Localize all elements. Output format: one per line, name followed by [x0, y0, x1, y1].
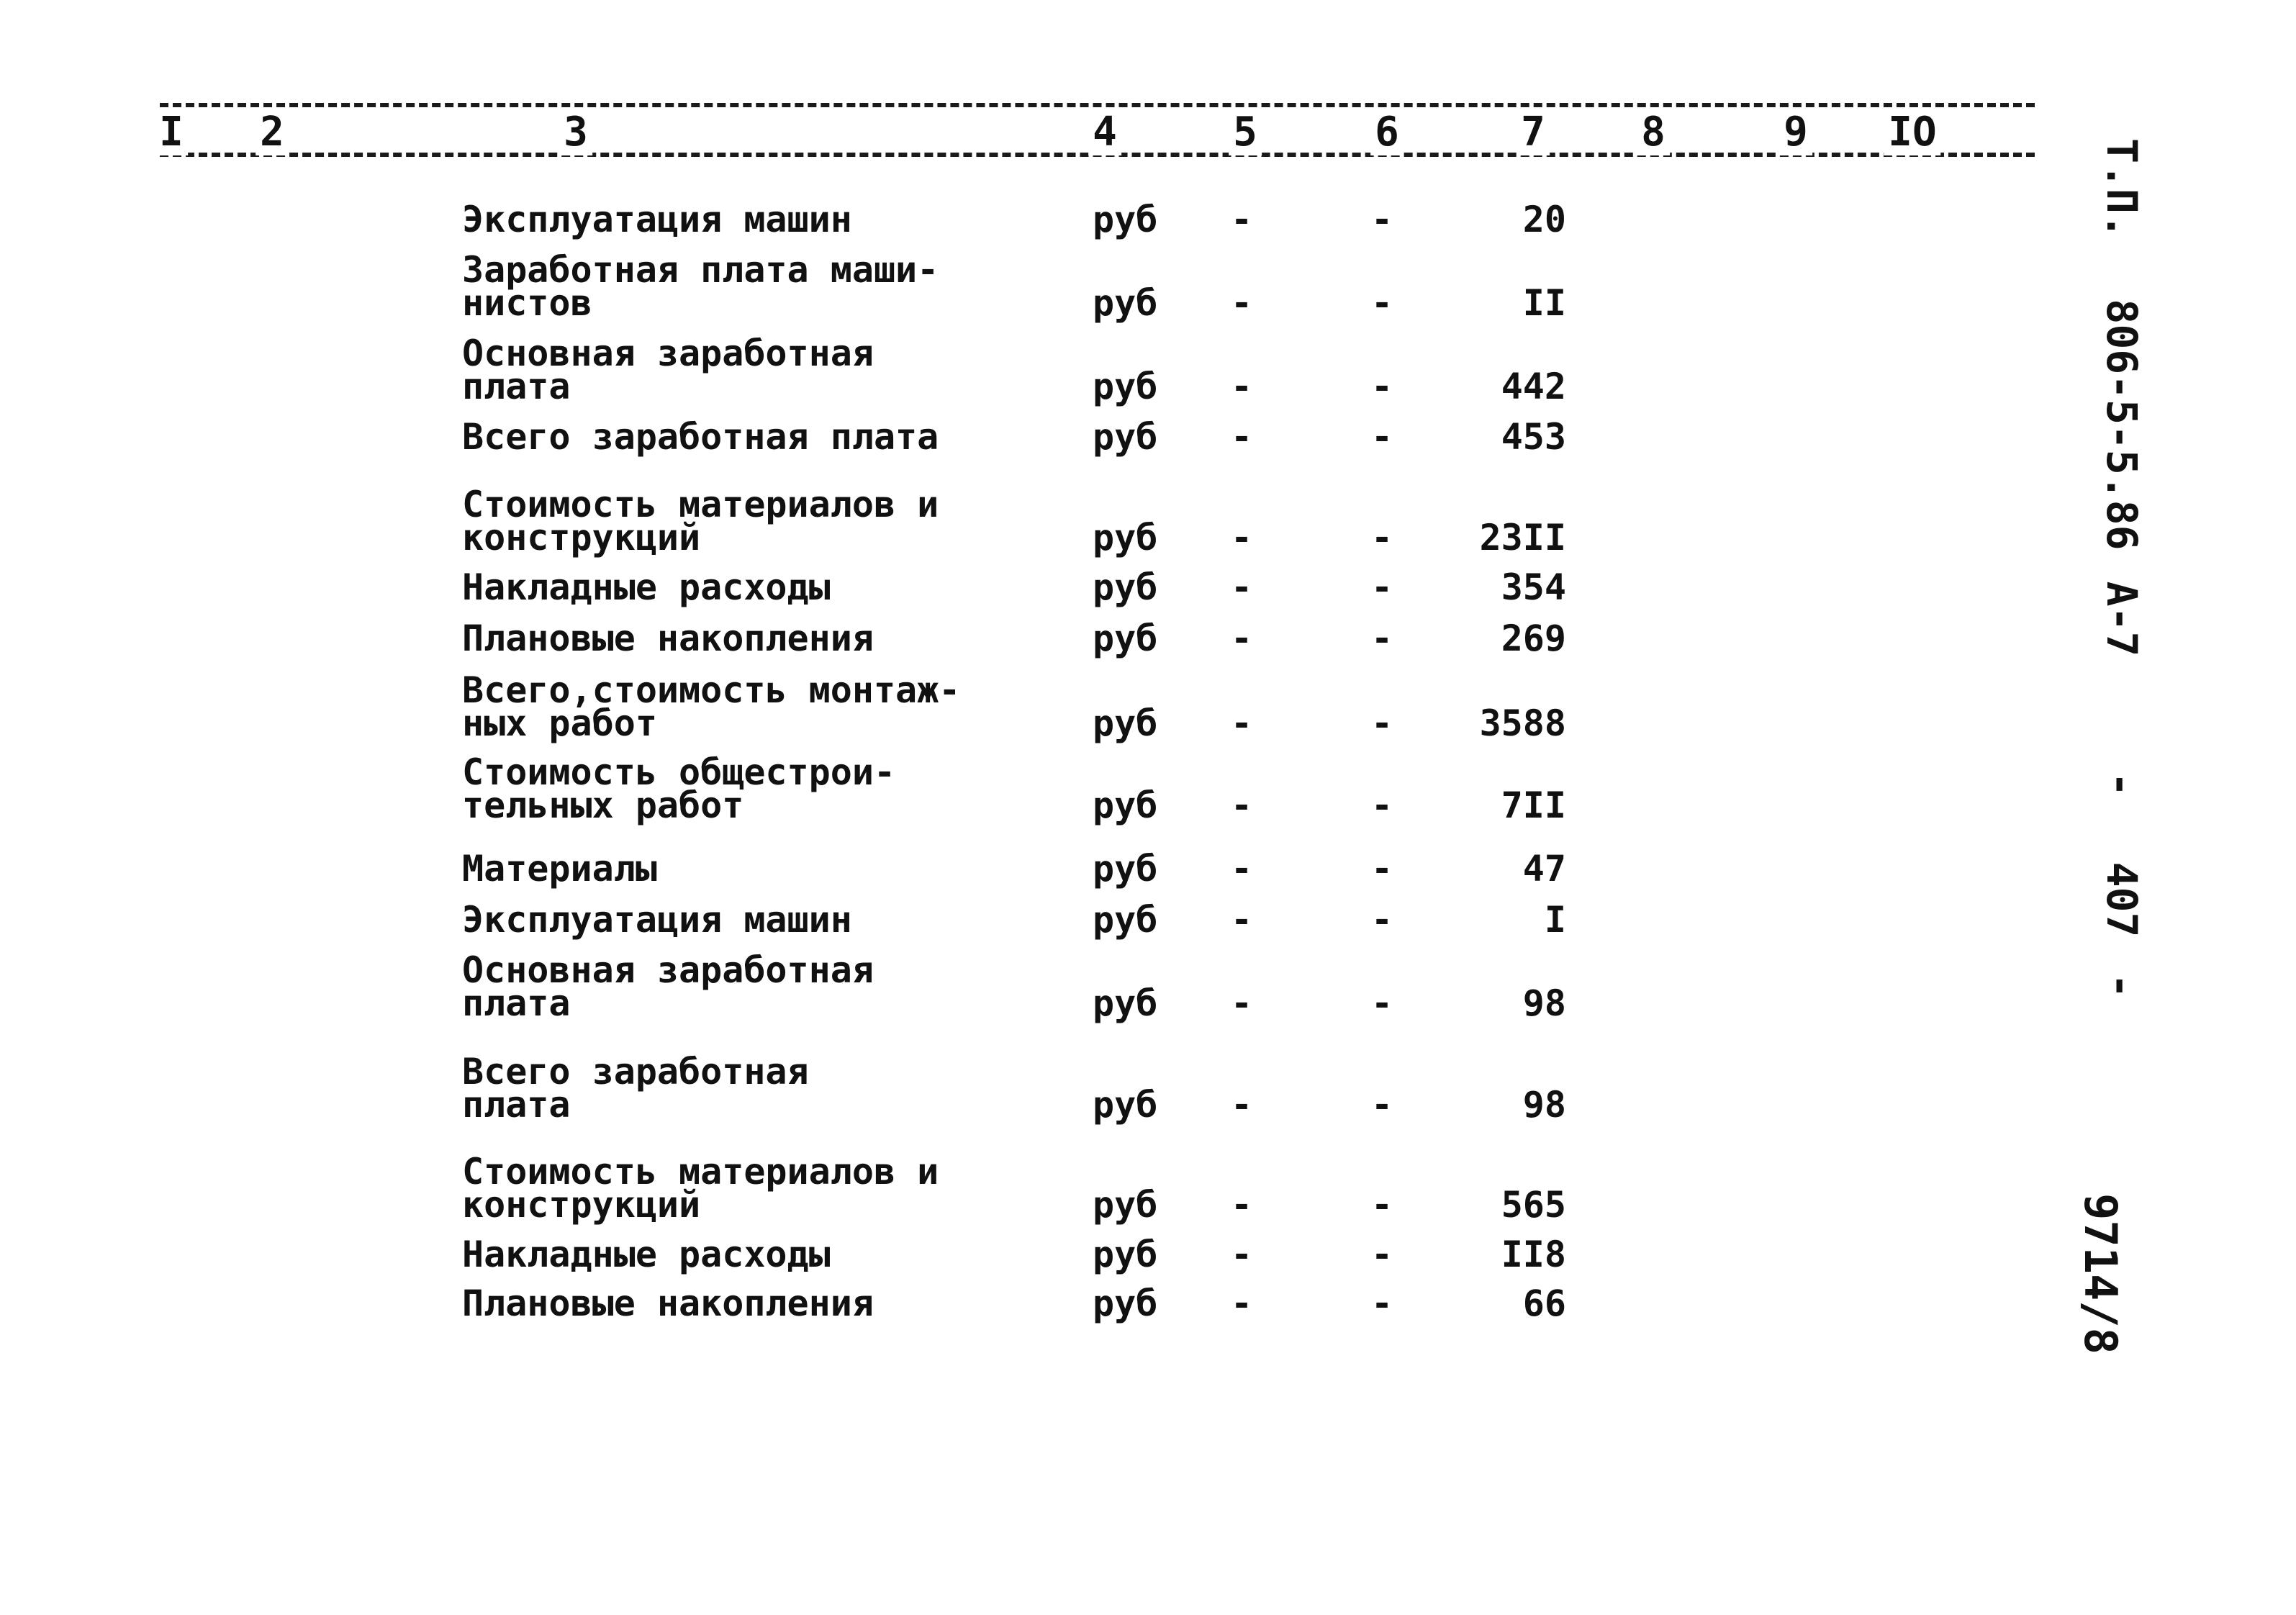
row-value: 565	[1501, 1184, 1566, 1226]
row-unit: руб	[1093, 1282, 1158, 1324]
row-unit: руб	[1093, 899, 1158, 941]
side-code-number: 806-5-5.86	[2097, 299, 2146, 551]
side-code-separator-2: -	[2097, 973, 2146, 999]
row-unit: руб	[1093, 1234, 1158, 1275]
row-value: 98	[1522, 982, 1566, 1024]
row-description	[462, 1051, 1009, 1126]
description-line: конструкций	[462, 517, 701, 558]
row-description	[462, 949, 1009, 1024]
description-line: тельных работ	[462, 784, 744, 826]
description-line: Эксплуатация машин	[462, 199, 852, 240]
description-line: Всего,стоимость монтаж-	[462, 669, 961, 711]
description-line: ных работ	[462, 702, 657, 744]
row-description	[462, 618, 1009, 659]
column-header-7: 7	[1517, 109, 1550, 155]
column-header-6: 6	[1370, 109, 1404, 155]
row-description	[462, 1151, 1009, 1226]
description-line: Эксплуатация машин	[462, 899, 852, 941]
row-col5: -	[1230, 702, 1253, 744]
row-unit: руб	[1093, 618, 1158, 659]
row-value: 98	[1522, 1084, 1566, 1126]
row-col6: -	[1370, 416, 1393, 458]
side-code-album: А-7	[2097, 581, 2146, 657]
row-value: 442	[1501, 366, 1566, 407]
row-value: II	[1522, 282, 1566, 324]
description-line: Материалы	[462, 848, 657, 890]
row-unit: руб	[1093, 784, 1158, 826]
row-col6: -	[1370, 899, 1393, 941]
side-code-separator-1: -	[2097, 772, 2146, 797]
description-line: Основная заработная	[462, 332, 874, 374]
description-line: Стоимость материалов и	[462, 484, 939, 525]
side-code-series: Т.П.	[2097, 138, 2146, 239]
row-value: 453	[1501, 416, 1566, 458]
row-col6: -	[1370, 282, 1393, 324]
description-line: Всего заработная	[462, 1051, 809, 1092]
row-unit: руб	[1093, 702, 1158, 744]
column-header-4: 4	[1088, 109, 1121, 155]
row-col6: -	[1370, 982, 1393, 1024]
row-col6: -	[1370, 702, 1393, 744]
description-line: Плановые накопления	[462, 1282, 874, 1324]
description-line: плата	[462, 982, 571, 1024]
row-col5: -	[1230, 199, 1253, 240]
description-line: Заработная плата маши-	[462, 249, 939, 291]
description-line: Основная заработная	[462, 949, 874, 991]
row-col5: -	[1230, 566, 1253, 608]
row-unit: руб	[1093, 517, 1158, 558]
row-col6: -	[1370, 618, 1393, 659]
column-header-1: I	[155, 109, 188, 155]
row-col5: -	[1230, 899, 1253, 941]
row-col6: -	[1370, 566, 1393, 608]
description-line: нистов	[462, 282, 592, 324]
row-col5: -	[1230, 1282, 1253, 1324]
column-header-2: 2	[256, 109, 289, 155]
row-value: 20	[1522, 199, 1566, 240]
row-col5: -	[1230, 416, 1253, 458]
row-col6: -	[1370, 1084, 1393, 1126]
row-col5: -	[1230, 1184, 1253, 1226]
row-col5: -	[1230, 282, 1253, 324]
row-description	[462, 899, 1009, 941]
row-col6: -	[1370, 848, 1393, 890]
row-value: I	[1544, 899, 1566, 941]
row-col5: -	[1230, 517, 1253, 558]
row-unit: руб	[1093, 1184, 1158, 1226]
sheet-number: 9714/8	[2074, 1193, 2127, 1354]
row-description	[462, 848, 1009, 890]
row-unit: руб	[1093, 199, 1158, 240]
row-value: 7II	[1501, 784, 1566, 826]
column-header-9: 9	[1779, 109, 1812, 155]
column-header-10: IO	[1884, 109, 1940, 155]
description-line: плата	[462, 1084, 571, 1126]
side-code-sheet: 407	[2097, 861, 2146, 938]
column-header-8: 8	[1637, 109, 1670, 155]
row-description	[462, 416, 1009, 458]
column-header-5: 5	[1229, 109, 1262, 155]
row-unit: руб	[1093, 982, 1158, 1024]
row-col5: -	[1230, 618, 1253, 659]
row-description	[462, 751, 1009, 826]
row-unit: руб	[1093, 566, 1158, 608]
row-col6: -	[1370, 784, 1393, 826]
row-unit: руб	[1093, 848, 1158, 890]
description-line: Накладные расходы	[462, 566, 831, 608]
header-top-dashed-rule	[160, 103, 2035, 107]
row-description	[462, 1234, 1009, 1275]
row-description	[462, 1282, 1009, 1324]
row-description	[462, 484, 1009, 558]
description-line: Плановые накопления	[462, 618, 874, 659]
row-col5: -	[1230, 848, 1253, 890]
row-col6: -	[1370, 366, 1393, 407]
column-header-3: 3	[559, 109, 592, 155]
description-line: конструкций	[462, 1184, 701, 1226]
row-col5: -	[1230, 1084, 1253, 1126]
row-value: 3588	[1479, 702, 1566, 744]
row-col5: -	[1230, 366, 1253, 407]
row-description	[462, 566, 1009, 608]
row-description	[462, 669, 1009, 744]
description-line: Стоимость общестрои-	[462, 751, 896, 793]
row-value: 23II	[1479, 517, 1566, 558]
row-unit: руб	[1093, 282, 1158, 324]
row-col6: -	[1370, 1184, 1393, 1226]
row-value: 66	[1522, 1282, 1566, 1324]
row-description	[462, 249, 1009, 324]
row-col5: -	[1230, 784, 1253, 826]
description-line: Накладные расходы	[462, 1234, 831, 1275]
row-col6: -	[1370, 1234, 1393, 1275]
row-value: II8	[1501, 1234, 1566, 1275]
row-value: 269	[1501, 618, 1566, 659]
row-col6: -	[1370, 1282, 1393, 1324]
description-line: Всего заработная плата	[462, 416, 939, 458]
row-col6: -	[1370, 517, 1393, 558]
row-description	[462, 199, 1009, 240]
row-description	[462, 332, 1009, 407]
row-unit: руб	[1093, 1084, 1158, 1126]
row-col6: -	[1370, 199, 1393, 240]
row-col5: -	[1230, 982, 1253, 1024]
description-line: Стоимость материалов и	[462, 1151, 939, 1193]
row-value: 47	[1522, 848, 1566, 890]
row-unit: руб	[1093, 366, 1158, 407]
row-unit: руб	[1093, 416, 1158, 458]
description-line: плата	[462, 366, 571, 407]
row-col5: -	[1230, 1234, 1253, 1275]
row-value: 354	[1501, 566, 1566, 608]
